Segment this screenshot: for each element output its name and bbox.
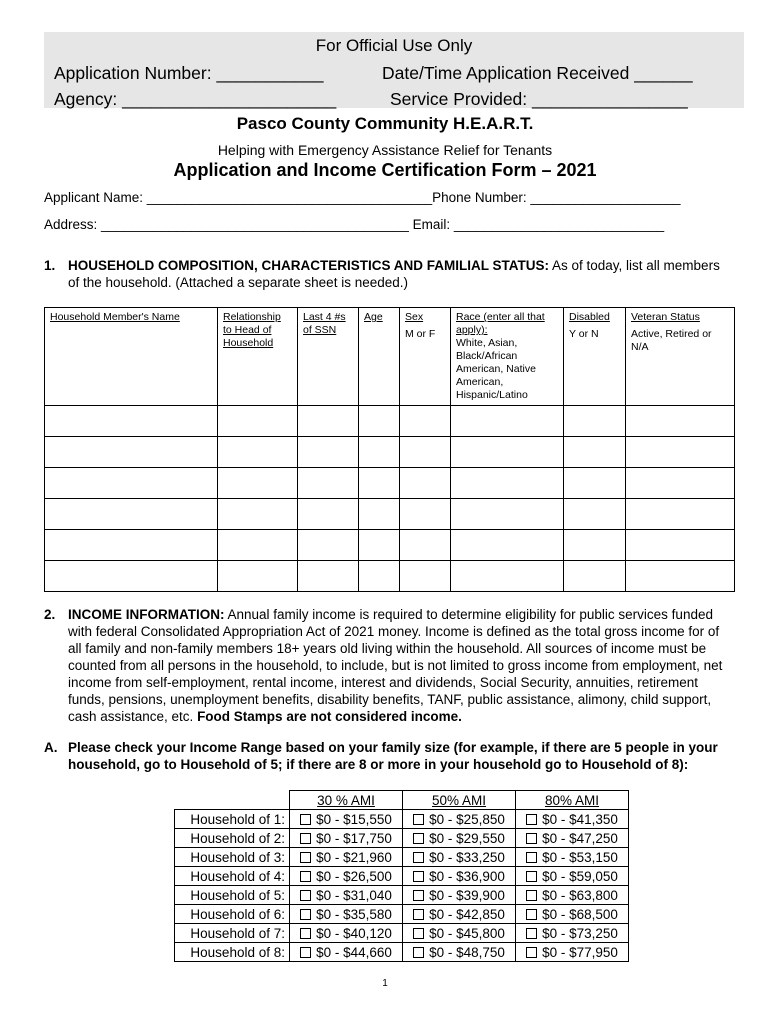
household-entry-cell[interactable] [400, 561, 451, 592]
income-range-value: $0 - $17,750 [316, 830, 392, 846]
household-entry-cell[interactable] [451, 561, 564, 592]
household-entry-cell[interactable] [564, 499, 626, 530]
household-entry-cell[interactable] [626, 561, 735, 592]
address-email-line[interactable]: Address: _________________________________________ Email: ____________________________ [44, 217, 665, 232]
income-range-value: $0 - $59,050 [542, 868, 618, 884]
household-entry-cell[interactable] [400, 530, 451, 561]
page-number: 1 [382, 978, 388, 989]
household-entry-cell[interactable] [564, 530, 626, 561]
household-entry-cell[interactable] [451, 437, 564, 468]
household-entry-cell[interactable] [451, 499, 564, 530]
checkbox[interactable] [300, 928, 311, 939]
income-range-option[interactable] [516, 848, 629, 867]
section-a-text: Please check your Income Range based on your family size (for example, if there are 5 people in your household, go to Household of 5; if there are 8 or more in your household go to Household of 8): [68, 740, 718, 772]
checkbox[interactable] [300, 871, 311, 882]
household-size-label: Household of 3: [175, 848, 290, 867]
income-range-option[interactable] [403, 829, 516, 848]
household-table-header [45, 308, 735, 406]
income-range-value: $0 - $77,950 [542, 944, 618, 960]
section-2-text: Annual family income is required to determine eligibility for public services funded with federal Consolidated Appropriation Act of 2021 money. Income is defined as the total gross income for of all family and non-family members 18+ years old living within the household. All sources of income must be counted from all persons in the household, to include, but is not limited to gross income from employment, net income from self-employment, rental income, interest and dividends, Social Security, annuities, retirement funds, pensions, unemployment benefits, disability benefits, TANF, public assistance, alimony, child support, cash assistance, etc. [68, 607, 723, 724]
income-range-option[interactable] [403, 810, 516, 829]
income-range-option[interactable] [403, 848, 516, 867]
household-member-row [45, 499, 735, 530]
col-disabled: Disabled Y or N [564, 308, 626, 406]
income-row [175, 848, 629, 867]
checkbox[interactable] [526, 928, 537, 939]
household-entry-cell[interactable] [45, 561, 218, 592]
section-a-letter: A. [44, 740, 58, 755]
section-2 [44, 606, 734, 725]
household-size-label: Household of 7: [175, 924, 290, 943]
checkbox[interactable] [413, 833, 424, 844]
household-entry-cell[interactable] [45, 468, 218, 499]
household-entry-cell[interactable] [626, 530, 735, 561]
household-member-row [45, 561, 735, 592]
household-entry-cell[interactable] [359, 499, 400, 530]
income-range-value: $0 - $68,500 [542, 906, 618, 922]
checkbox[interactable] [526, 890, 537, 901]
income-range-value: $0 - $47,250 [542, 830, 618, 846]
income-range-option[interactable] [516, 810, 629, 829]
income-range-option[interactable] [516, 886, 629, 905]
income-range-value: $0 - $39,900 [429, 887, 505, 903]
household-size-label: Household of 5: [175, 886, 290, 905]
checkbox[interactable] [526, 909, 537, 920]
household-size-label: Household of 4: [175, 867, 290, 886]
household-member-row [45, 530, 735, 561]
income-range-option[interactable] [516, 829, 629, 848]
checkbox[interactable] [300, 852, 311, 863]
household-entry-cell[interactable] [218, 499, 298, 530]
section-1-number: 1. [44, 258, 56, 273]
household-member-row [45, 437, 735, 468]
income-range-option[interactable] [516, 867, 629, 886]
checkbox[interactable] [526, 814, 537, 825]
income-range-option[interactable] [290, 867, 403, 886]
household-entry-cell[interactable] [451, 406, 564, 437]
form-title: Application and Income Certification Form – 2021 [173, 160, 597, 180]
checkbox[interactable] [413, 947, 424, 958]
income-range-value: $0 - $26,500 [316, 868, 392, 884]
income-range-value: $0 - $63,800 [542, 887, 618, 903]
income-range-option[interactable] [516, 943, 629, 962]
checkbox[interactable] [300, 814, 311, 825]
income-row [175, 810, 629, 829]
application-number-field[interactable]: Application Number: ___________ [54, 63, 324, 83]
household-entry-cell[interactable] [451, 530, 564, 561]
income-range-option[interactable] [290, 943, 403, 962]
household-entry-cell[interactable] [218, 468, 298, 499]
household-entry-cell[interactable] [400, 406, 451, 437]
income-range-option[interactable] [403, 886, 516, 905]
section-2-heading: INCOME INFORMATION: [68, 607, 225, 622]
household-entry-cell[interactable] [564, 437, 626, 468]
income-table-corner [175, 791, 290, 810]
checkbox[interactable] [413, 890, 424, 901]
household-entry-cell[interactable] [45, 530, 218, 561]
household-size-label: Household of 1: [175, 810, 290, 829]
ami-30-header: 30 % AMI [290, 791, 403, 810]
agency-field[interactable]: Agency: ______________________ [54, 89, 337, 109]
household-entry-cell[interactable] [359, 561, 400, 592]
checkbox[interactable] [526, 947, 537, 958]
household-entry-cell[interactable] [45, 499, 218, 530]
household-entry-cell[interactable] [359, 468, 400, 499]
col-veteran: Veteran Status Active, Retired or N/A [626, 308, 735, 406]
household-entry-cell[interactable] [45, 437, 218, 468]
household-size-label: Household of 6: [175, 905, 290, 924]
household-size-label: Household of 8: [175, 943, 290, 962]
service-provided-field[interactable]: Service Provided: ________________ [390, 89, 688, 109]
household-entry-cell[interactable] [218, 561, 298, 592]
income-range-option[interactable] [403, 943, 516, 962]
income-range-value: $0 - $29,550 [429, 830, 505, 846]
applicant-name-phone-line[interactable]: Applicant Name: ______________________________________Phone Number: ____________________ [44, 190, 681, 205]
household-entry-cell[interactable] [359, 530, 400, 561]
checkbox[interactable] [413, 871, 424, 882]
income-range-value: $0 - $48,750 [429, 944, 505, 960]
income-range-option[interactable] [403, 924, 516, 943]
section-2-food-stamps-note: Food Stamps are not considered income. [197, 709, 462, 724]
household-entry-cell[interactable] [218, 530, 298, 561]
income-row [175, 867, 629, 886]
section-1-text: As of today, list all members of the household. (Attached a separate sheet is needed.) [68, 258, 720, 290]
income-range-value: $0 - $45,800 [429, 925, 505, 941]
col-relationship: Relationship to Head of Household [218, 308, 298, 406]
income-range-value: $0 - $73,250 [542, 925, 618, 941]
col-age: Age [359, 308, 400, 406]
household-entry-cell[interactable] [298, 406, 359, 437]
income-range-value: $0 - $42,850 [429, 906, 505, 922]
household-entry-cell[interactable] [400, 437, 451, 468]
household-member-row [45, 406, 735, 437]
income-range-option[interactable] [290, 848, 403, 867]
income-range-value: $0 - $41,350 [542, 811, 618, 827]
col-ssn: Last 4 #s of SSN [298, 308, 359, 406]
income-range-option[interactable] [290, 810, 403, 829]
income-row [175, 905, 629, 924]
checkbox[interactable] [413, 852, 424, 863]
checkbox[interactable] [413, 928, 424, 939]
official-use-box [44, 32, 744, 108]
household-entry-cell[interactable] [218, 437, 298, 468]
income-row [175, 829, 629, 848]
checkbox[interactable] [300, 909, 311, 920]
income-range-value: $0 - $21,960 [316, 849, 392, 865]
household-entry-cell[interactable] [298, 530, 359, 561]
income-range-value: $0 - $44,660 [316, 944, 392, 960]
household-table [44, 307, 735, 592]
household-entry-cell[interactable] [564, 561, 626, 592]
checkbox[interactable] [413, 909, 424, 920]
checkbox[interactable] [300, 833, 311, 844]
income-range-value: $0 - $15,550 [316, 811, 392, 827]
checkbox[interactable] [300, 947, 311, 958]
income-range-option[interactable] [403, 905, 516, 924]
household-entry-cell[interactable] [626, 468, 735, 499]
ami-50-header: 50% AMI [403, 791, 516, 810]
income-range-value: $0 - $40,120 [316, 925, 392, 941]
household-entry-cell[interactable] [400, 499, 451, 530]
checkbox[interactable] [526, 852, 537, 863]
checkbox[interactable] [413, 814, 424, 825]
income-row [175, 943, 629, 962]
household-entry-cell[interactable] [626, 437, 735, 468]
income-range-option[interactable] [290, 924, 403, 943]
official-use-title: For Official Use Only [315, 36, 473, 55]
income-range-option[interactable] [516, 905, 629, 924]
section-2-number: 2. [44, 607, 56, 622]
income-range-value: $0 - $36,900 [429, 868, 505, 884]
income-row [175, 886, 629, 905]
checkbox[interactable] [526, 833, 537, 844]
income-table-header [175, 791, 629, 810]
income-range-option[interactable] [290, 829, 403, 848]
date-received-field[interactable]: Date/Time Application Received ______ [382, 63, 693, 83]
subtitle: Helping with Emergency Assistance Relief for Tenants [217, 142, 553, 158]
col-race: Race (enter all that apply): White, Asian, Black/African American, Native American, Hispanic/Latino [451, 308, 564, 406]
income-range-option[interactable] [516, 924, 629, 943]
household-entry-cell[interactable] [298, 561, 359, 592]
income-range-value: $0 - $35,580 [316, 906, 392, 922]
income-range-value: $0 - $33,250 [429, 849, 505, 865]
household-entry-cell[interactable] [298, 468, 359, 499]
household-entry-cell[interactable] [626, 406, 735, 437]
income-range-table [174, 790, 629, 962]
household-entry-cell[interactable] [564, 468, 626, 499]
income-range-value: $0 - $53,150 [542, 849, 618, 865]
org-title: Pasco County Community H.E.A.R.T. [236, 114, 534, 133]
checkbox[interactable] [526, 871, 537, 882]
income-range-value: $0 - $25,850 [429, 811, 505, 827]
household-entry-cell[interactable] [564, 406, 626, 437]
household-entry-cell[interactable] [451, 468, 564, 499]
col-sex: Sex M or F [400, 308, 451, 406]
household-entry-cell[interactable] [298, 499, 359, 530]
household-entry-cell[interactable] [45, 406, 218, 437]
income-range-option[interactable] [403, 867, 516, 886]
household-entry-cell[interactable] [359, 406, 400, 437]
section-1-heading: HOUSEHOLD COMPOSITION, CHARACTERISTICS AND FAMILIAL STATUS: [68, 258, 549, 273]
income-range-option[interactable] [290, 905, 403, 924]
income-row [175, 924, 629, 943]
col-member-name: Household Member's Name [45, 308, 218, 406]
ami-80-header: 80% AMI [516, 791, 629, 810]
household-member-row [45, 468, 735, 499]
income-range-value: $0 - $31,040 [316, 887, 392, 903]
household-entry-cell[interactable] [626, 499, 735, 530]
household-entry-cell[interactable] [218, 406, 298, 437]
household-size-label: Household of 2: [175, 829, 290, 848]
household-entry-cell[interactable] [359, 437, 400, 468]
household-entry-cell[interactable] [400, 468, 451, 499]
checkbox[interactable] [300, 890, 311, 901]
section-1 [44, 257, 734, 291]
section-a [44, 739, 734, 773]
household-entry-cell[interactable] [298, 437, 359, 468]
income-range-option[interactable] [290, 886, 403, 905]
